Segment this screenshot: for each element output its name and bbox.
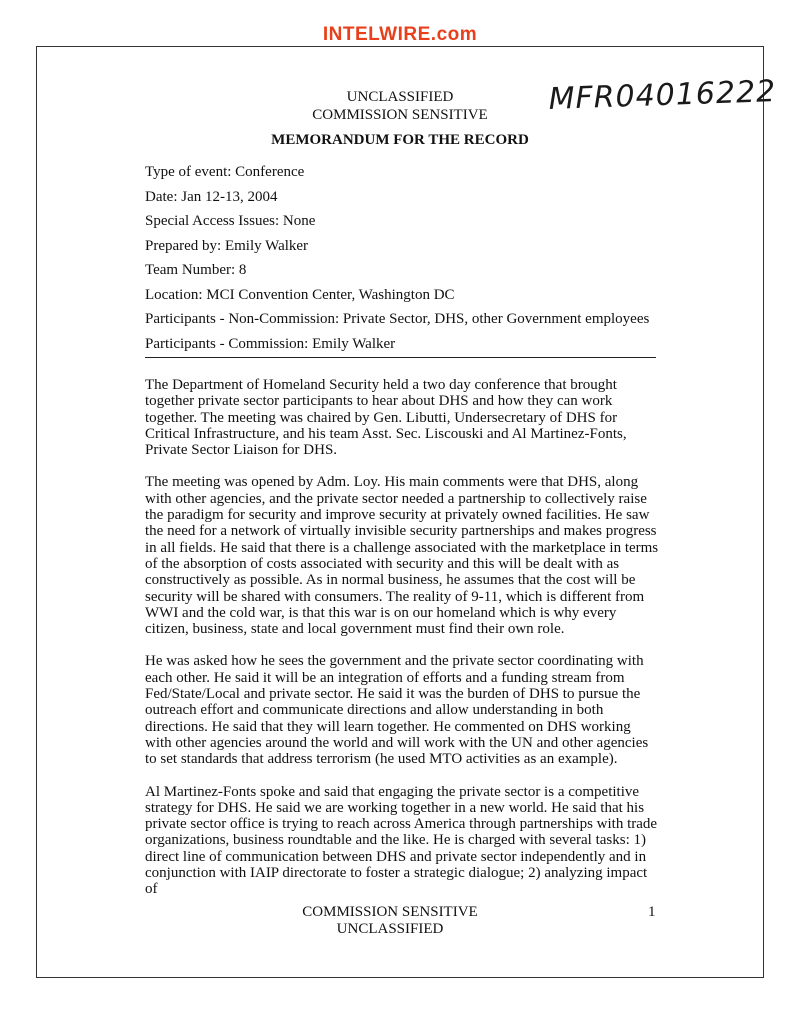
meta-prepared-by: Prepared by: Emily Walker xyxy=(145,237,309,254)
header-divider xyxy=(145,357,656,358)
meta-location: Location: MCI Convention Center, Washington DC xyxy=(145,286,455,303)
memo-body xyxy=(145,377,660,914)
meta-special-access: Special Access Issues: None xyxy=(145,213,316,229)
sensitivity-label: COMMISSION SENSITIVE xyxy=(312,107,488,123)
meta-event-type: Type of event: Conference xyxy=(145,164,305,180)
memo-title: MEMORANDUM FOR THE RECORD xyxy=(271,132,529,148)
page-number: 1 xyxy=(648,904,656,920)
meta-date: Date: Jan 12-13, 2004 xyxy=(145,188,278,205)
handwritten-document-id: MFR04016222 xyxy=(548,74,777,117)
body-paragraph: The Department of Homeland Security held a two day conference that brought together private sector participants to hear about DHS and how they can work together. The meeting was chaired by Gen. Libutti, Undersecretary of DHS for Critical Infrastructure, and his team Asst. Sec. Liscouski and Al Martinez-Fonts, Private Sector Liaison for DHS. xyxy=(145,377,627,459)
meta-participants-non-commission: Participants - Non-Commission: Private Sector, DHS, other Government employees xyxy=(145,311,650,327)
meta-team-number: Team Number: 8 xyxy=(145,262,247,278)
body-paragraph: Al Martinez-Fonts spoke and said that engaging the private sector is a competitive strategy for DHS. He said we are working together in a new world. He said that his private sector office is trying to reach across America through partnerships with trade organizations, business roundtable and the like. He is charged with several tasks: 1) direct line of communication between DHS and private sector independently and in conjunction with IAIP directorate to foster a strategic dialogue; 2) analyzing impact of xyxy=(145,783,658,898)
classification-label: UNCLASSIFIED xyxy=(346,89,454,105)
intelwire-banner: INTELWIRE.com xyxy=(322,24,478,45)
body-paragraph: The meeting was opened by Adm. Loy. His main comments were that DHS, along with other agencies, and the private sector needed a partnership to collectively raise the paradigm for security and improve security at privately owned facilities. He saw the need for a network of virtually invisible security partnerships and makes progress in all fields. He said that there is a challenge associated with the marketplace in terms of the absorption of costs associated with security and this will be dealt with as constructively as possible. As in normal business, he assumes that the cost will be security will be shared with consumers. The reality of 9-11, which is different from WWI and the cold war, is that this war is on our homeland which is why every citizen, business, state and local government must find their own role. xyxy=(145,474,659,638)
footer-sensitivity-label: COMMISSION SENSITIVE xyxy=(302,904,478,920)
body-paragraph: He was asked how he sees the government and the private sector coordinating with each other. He said it will be an integration of efforts and a funding stream from Fed/State/Local and private sector. He said it was the burden of DHS to pursue the outreach effort and communicate directions and allow understanding in both directions. He said that they will learn together. He commented on DHS working with other agencies around the world and will work with the UN and other agencies to set standards that address terrorism (he used MTO activities as an example). xyxy=(145,653,649,768)
footer-classification-label: UNCLASSIFIED xyxy=(336,921,444,937)
classification-footer xyxy=(0,904,780,938)
meta-participants-commission: Participants - Commission: Emily Walker xyxy=(145,335,396,352)
event-metadata xyxy=(145,163,665,359)
